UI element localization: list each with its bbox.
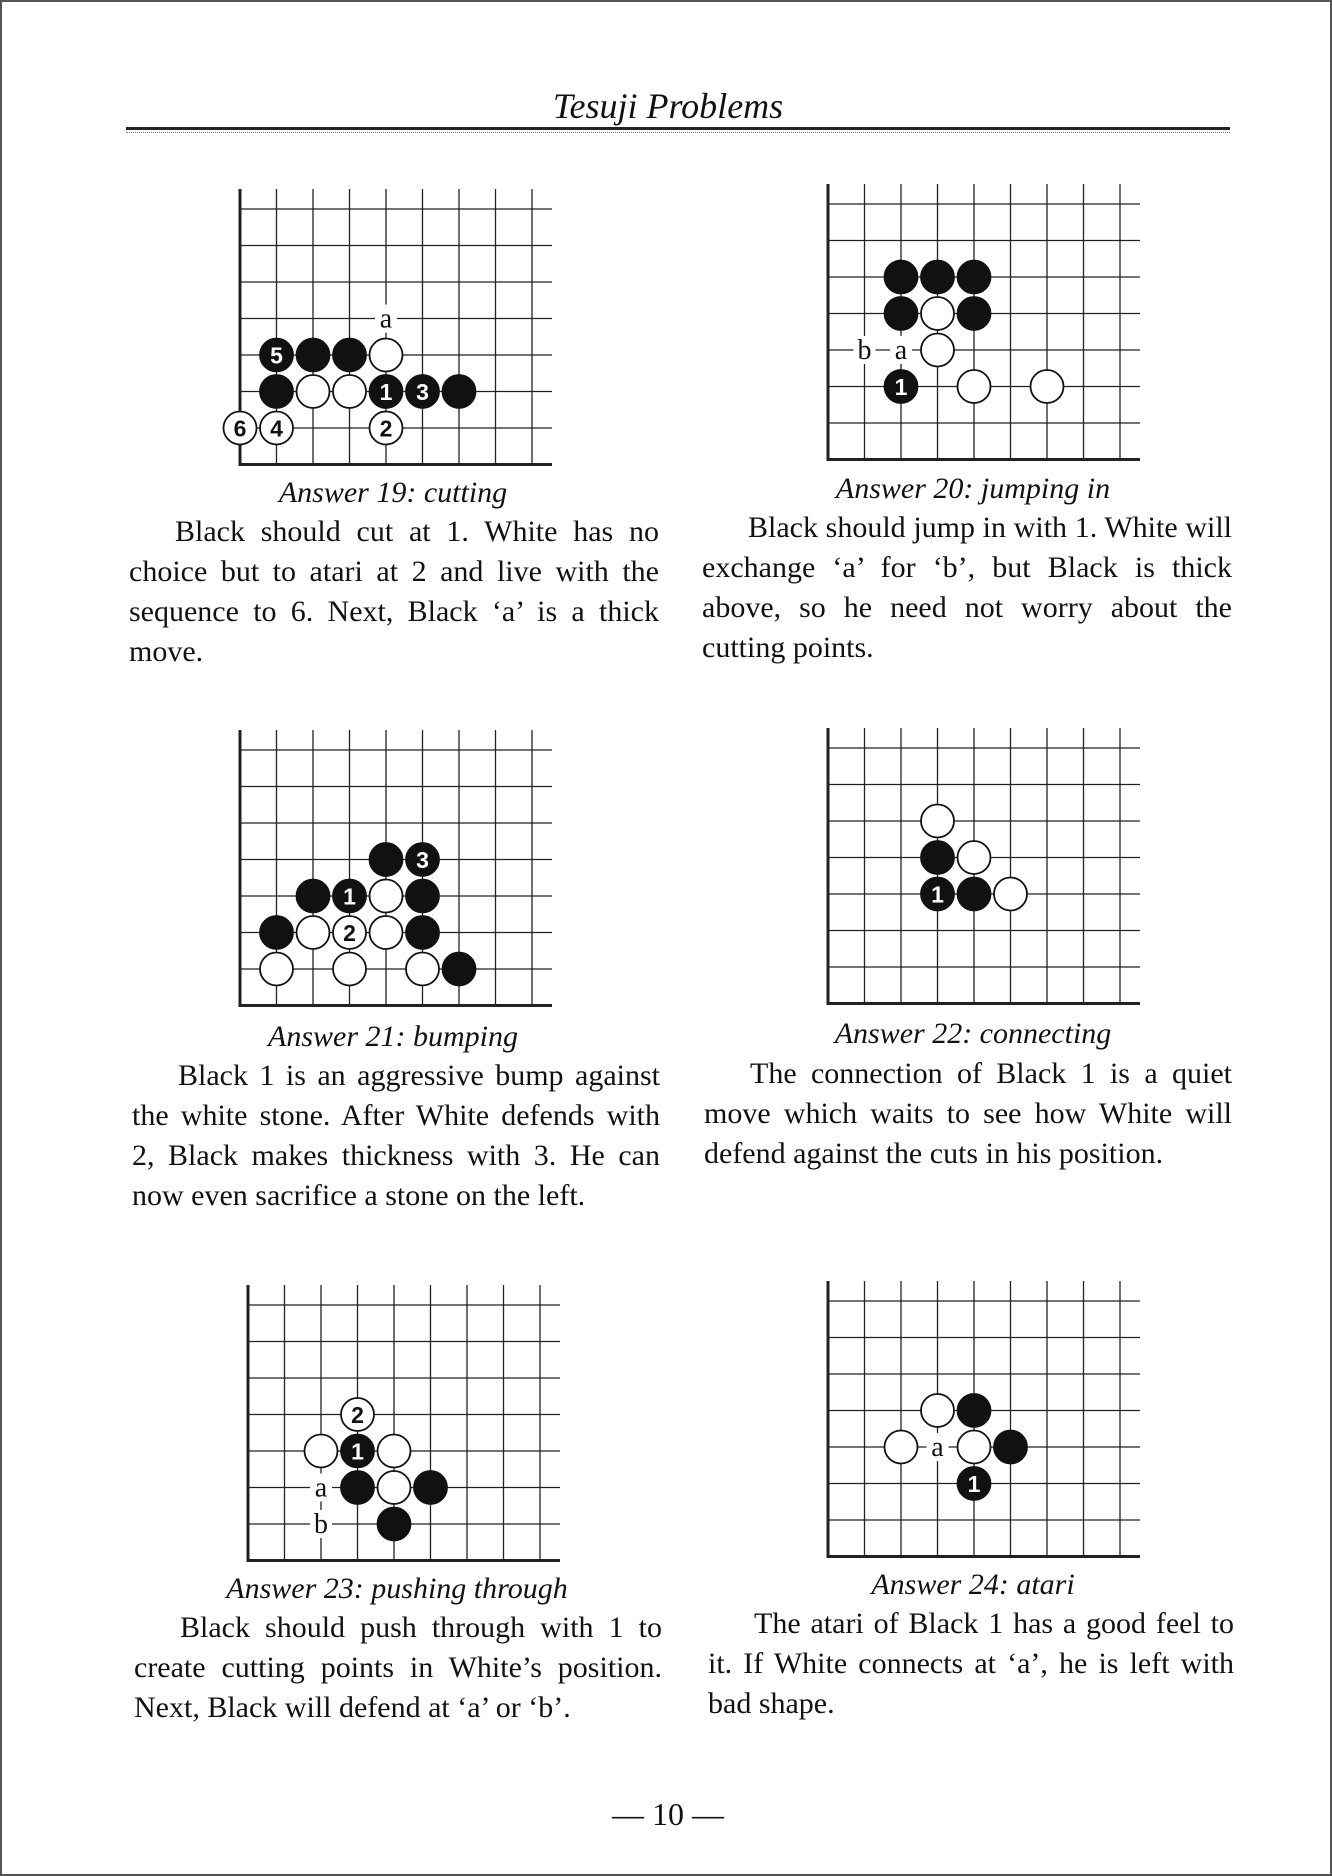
white-stone [333, 953, 366, 986]
black-stone [958, 297, 991, 330]
point-label: a [894, 335, 908, 366]
black-stone [921, 261, 954, 294]
caption-answer-22: Answer 22: connecting [834, 1017, 1112, 1050]
stone-number: 5 [270, 342, 283, 369]
running-head: Tesuji Problems [552, 86, 784, 126]
black-stone [994, 1431, 1027, 1464]
go-diagram-answer-19 [220, 189, 560, 471]
black-stone [885, 297, 918, 330]
caption-answer-19: Answer 19: cutting [278, 476, 508, 509]
text-answer-20 [702, 508, 1232, 668]
black-stone [333, 339, 366, 372]
black-stone [885, 261, 918, 294]
white-stone [1031, 370, 1064, 403]
point-label: a [314, 1472, 328, 1504]
white-stone [921, 805, 954, 838]
text-answer-24-content: The atari of Black 1 has a good feel to it. If White connects at ‘a’, he is left with bad shape. [708, 1607, 1234, 1720]
caption-answer-20: Answer 20: jumping in [835, 472, 1111, 505]
black-stone [414, 1471, 447, 1504]
black-stone [341, 1471, 374, 1504]
stone-number: 2 [343, 920, 356, 946]
text-answer-22-content: The connection of Black 1 is a quiet move which waits to see how White will defend against the cuts in his position. [704, 1057, 1232, 1170]
caption-answer-21: Answer 21: bumping [268, 1020, 518, 1053]
white-stone [958, 1431, 991, 1464]
caption-answer-23: Answer 23: pushing through [226, 1572, 568, 1605]
stone-number: 4 [270, 415, 283, 442]
black-stone [958, 261, 991, 294]
white-stone [378, 1435, 411, 1468]
white-stone [370, 339, 403, 372]
go-diagram-answer-21 [220, 730, 560, 1012]
black-stone [958, 1394, 991, 1427]
go-diagram-answer-24 [808, 1281, 1148, 1563]
white-stone [297, 375, 330, 408]
black-stone [370, 843, 403, 876]
point-label: a [379, 303, 393, 335]
white-stone [305, 1435, 338, 1468]
white-stone [958, 370, 991, 403]
white-stone [406, 953, 439, 986]
point-label: a [931, 1432, 944, 1463]
stone-number: 3 [416, 847, 429, 873]
text-answer-23-content: Black should push through with 1 to create cutting points in White’s position. Next, Black will defend at ‘a’ or ‘b’. [134, 1611, 662, 1724]
text-answer-19-content: Black should cut at 1. White has no choice but to atari at 2 and live with the sequence to 6. Next, Black ‘a’ is a thick move. [129, 515, 659, 668]
text-answer-22 [704, 1054, 1232, 1174]
black-stone [958, 878, 991, 911]
text-answer-23 [134, 1608, 662, 1728]
black-stone [406, 916, 439, 949]
stone-number: 1 [343, 883, 356, 910]
stone-number: 3 [416, 379, 429, 405]
stone-number: 1 [351, 1438, 364, 1465]
white-stone [260, 953, 293, 986]
white-stone [333, 375, 366, 408]
go-diagram-answer-20 [808, 184, 1148, 466]
point-label: b [314, 1509, 328, 1540]
black-stone [297, 339, 330, 372]
point-label: b [857, 335, 872, 366]
stone-number: 1 [931, 881, 944, 908]
white-stone [370, 880, 403, 913]
stone-number: 2 [379, 415, 393, 442]
white-stone [921, 297, 954, 330]
white-stone [958, 841, 991, 874]
black-stone [260, 375, 293, 408]
header-rule [126, 127, 1230, 130]
black-stone [260, 916, 293, 949]
white-stone [921, 1394, 954, 1427]
black-stone [443, 375, 476, 408]
stone-number: 1 [379, 379, 393, 405]
black-stone [406, 880, 439, 913]
white-stone [885, 1431, 918, 1464]
black-stone [921, 841, 954, 874]
white-stone [994, 878, 1027, 911]
text-answer-21 [132, 1056, 660, 1216]
text-answer-24 [708, 1604, 1234, 1724]
white-stone [370, 916, 403, 949]
white-stone [378, 1471, 411, 1504]
stone-number: 1 [894, 374, 908, 400]
white-stone [297, 916, 330, 949]
stone-number: 6 [233, 415, 247, 442]
page-number: — 10 — [612, 1796, 724, 1832]
black-stone [378, 1508, 411, 1541]
stone-number: 2 [351, 1402, 364, 1428]
header-rule-dotted [126, 132, 1230, 133]
black-stone [297, 880, 330, 913]
caption-answer-24: Answer 24: atari [871, 1568, 1075, 1601]
go-diagram-answer-22 [808, 728, 1148, 1010]
stone-number: 1 [967, 1471, 981, 1497]
black-stone [443, 953, 476, 986]
white-stone [921, 334, 954, 367]
text-answer-21-content: Black 1 is an aggressive bump against the white stone. After White defends with 2, Black makes thickness with 3. He can now even sacrifice a stone on the left. [132, 1059, 660, 1212]
text-answer-19 [129, 512, 659, 672]
go-diagram-answer-23 [228, 1285, 568, 1567]
text-answer-20-content: Black should jump in with 1. White will exchange ‘a’ for ‘b’, but Black is thick above, so he need not worry about the cutting points. [702, 511, 1232, 664]
